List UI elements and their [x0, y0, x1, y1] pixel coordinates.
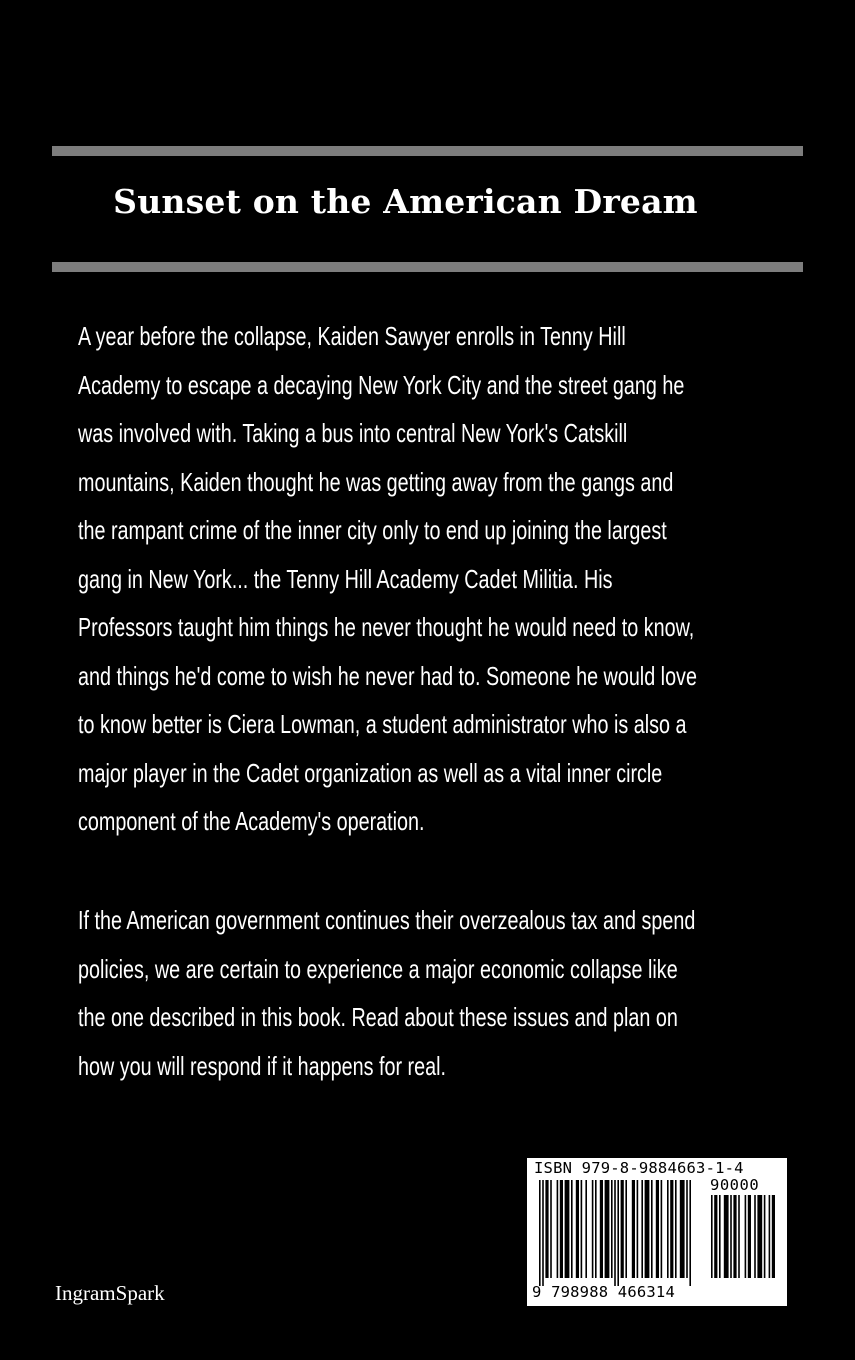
text-line: gang in New York... the Tenny Hill Academy Cadet Militia. His	[78, 563, 613, 594]
barcode-bar	[764, 1195, 766, 1278]
barcode-bar	[625, 1180, 627, 1278]
barcode-bar	[645, 1180, 650, 1278]
barcode-bar	[719, 1195, 721, 1278]
barcode-bar	[617, 1180, 619, 1286]
book-title: Sunset on the American Dream	[113, 182, 698, 221]
barcode-bar	[592, 1180, 594, 1278]
barcode-bar	[539, 1180, 541, 1286]
barcode-bar	[680, 1180, 685, 1278]
barcode-bar	[560, 1180, 563, 1278]
barcode-bar	[565, 1180, 570, 1278]
barcode-bar	[557, 1180, 559, 1278]
barcode-bar	[614, 1180, 616, 1286]
barcode-bar	[714, 1195, 717, 1278]
text-line: A year before the collapse, Kaiden Sawyer enrolls in Tenny Hill	[78, 321, 626, 351]
barcode-addon-bars	[711, 1195, 775, 1286]
text-line: If the American government continues their overzealous tax and spend	[78, 905, 696, 935]
barcode-bar	[632, 1180, 635, 1278]
barcode-bar	[571, 1180, 573, 1278]
barcode-bar	[724, 1195, 729, 1278]
barcode-bar	[733, 1195, 736, 1278]
publisher-name: IngramSpark	[55, 1281, 165, 1305]
barcode-bar	[745, 1195, 747, 1278]
barcode-bar	[550, 1180, 552, 1278]
barcode-bar	[772, 1195, 775, 1278]
barcode-bar	[545, 1180, 548, 1278]
barcode-digits: 9 798988 466314	[532, 1283, 675, 1301]
text-line: to know better is Ciera Lowman, a student administrator who is also a	[78, 709, 687, 739]
barcode-bar	[748, 1195, 751, 1278]
isbn-barcode	[527, 1158, 787, 1306]
text-line: the one described in this book. Read about these issues and plan on	[78, 1002, 678, 1032]
text-line: the rampant crime of the inner city only to end up joining the largest	[78, 515, 667, 545]
synopsis-paragraph-2	[78, 896, 778, 1090]
barcode-bar	[670, 1180, 673, 1278]
barcode-bar	[757, 1195, 762, 1278]
barcode-bar	[738, 1195, 740, 1278]
isbn-label: ISBN 979-8-9884663-1-4	[534, 1159, 744, 1177]
barcode-bar	[656, 1180, 659, 1278]
barcode-bar	[661, 1180, 663, 1278]
barcode-bar	[576, 1180, 579, 1278]
barcode-bar	[600, 1180, 603, 1278]
barcode-bar	[689, 1180, 691, 1286]
text-line: how you will respond if it happens for real.	[78, 1050, 446, 1081]
barcode-bar	[711, 1195, 713, 1278]
barcode-bar	[637, 1180, 639, 1278]
barcode-bar	[769, 1195, 771, 1278]
text-line: Professors taught him things he never thought he would need to know,	[78, 612, 695, 642]
barcode-bar	[542, 1180, 544, 1286]
barcode-bar	[754, 1195, 756, 1278]
price-code: 90000	[710, 1176, 760, 1194]
text-line: was involved with. Taking a bus into central New York's Catskill	[78, 418, 628, 448]
barcode-bar	[667, 1180, 669, 1278]
text-line: mountains, Kaiden thought he was getting away from the gangs and	[78, 466, 674, 497]
text-line: major player in the Cadet organization as well as a vital inner circle	[78, 757, 663, 788]
text-line: Academy to escape a decaying New York City and the street gang he	[78, 369, 685, 400]
barcode-bar	[581, 1180, 583, 1278]
text-line: component of the Academy's operation.	[78, 806, 425, 836]
barcode-bar	[641, 1180, 643, 1278]
barcode-bar	[686, 1180, 688, 1278]
title-divider-bottom	[52, 262, 803, 272]
text-line: policies, we are certain to experience a major economic collapse like	[78, 953, 678, 984]
title-divider-top	[52, 146, 803, 156]
barcode-bar	[611, 1180, 613, 1278]
barcode-main-bars	[539, 1180, 699, 1286]
barcode-bar	[651, 1180, 653, 1278]
synopsis-paragraph-1	[78, 312, 778, 846]
barcode-bar	[675, 1180, 677, 1278]
barcode-bar	[621, 1180, 624, 1278]
barcode-bar	[605, 1180, 610, 1278]
barcode-bar	[585, 1180, 587, 1278]
barcode-bar	[730, 1195, 732, 1278]
barcode-bar	[595, 1180, 597, 1278]
text-line: and things he'd come to wish he never had to. Someone he would love	[78, 660, 697, 691]
